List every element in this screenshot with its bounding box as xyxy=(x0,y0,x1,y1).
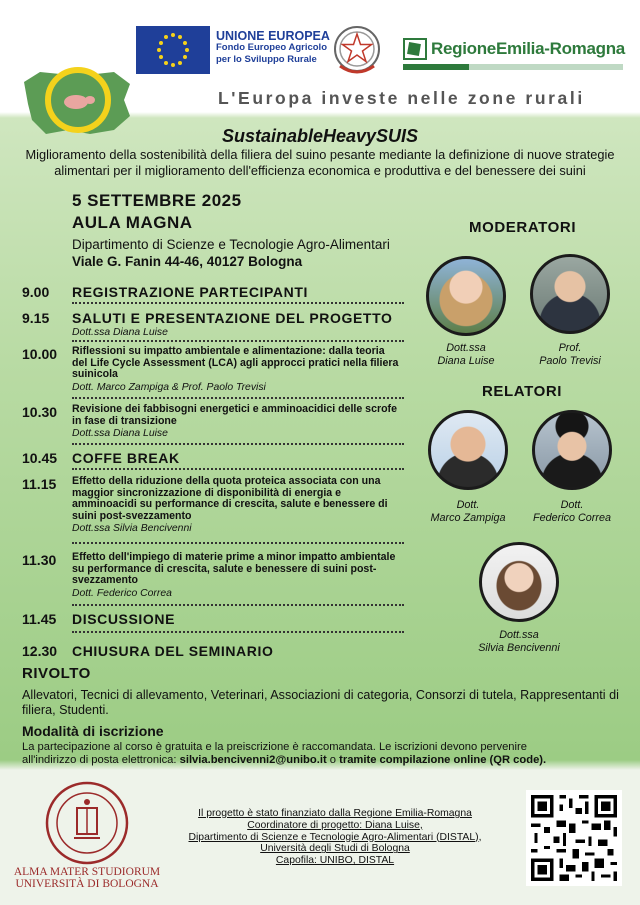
program-time: 11.15 xyxy=(22,476,57,492)
italian-emblem-icon xyxy=(330,22,384,80)
speaker-role: Dott. xyxy=(560,499,584,511)
unibo-name-line-1: ALMA MATER STUDIORUM xyxy=(13,866,161,878)
footer-line: Capofila: UNIBO, DISTAL xyxy=(275,855,395,867)
program-speaker: Dott.ssa Diana Luise xyxy=(72,327,168,338)
eu-title: UNIONE EUROPEA xyxy=(216,29,330,43)
program-speaker: Dott.ssa Silvia Bencivenni xyxy=(72,523,192,534)
program-time: 10.45 xyxy=(22,450,58,466)
event-venue: AULA MAGNA xyxy=(72,213,193,232)
speaker-photo-silvia-bencivenni xyxy=(479,542,559,622)
registration-connector: o xyxy=(326,754,340,766)
registration-text xyxy=(22,741,632,767)
registration-heading: Modalità di iscrizione xyxy=(22,723,164,739)
moderators-heading: MODERATORI xyxy=(469,219,577,236)
program-time: 11.30 xyxy=(22,552,57,568)
registration-line-1: La partecipazione al corso è gratuita e la preiscrizione è raccomandata. Le iscrizioni devono pervenire xyxy=(22,741,527,753)
project-title: SustainableHeavySUIS xyxy=(221,126,419,146)
qr-code-icon[interactable] xyxy=(526,790,622,886)
program-time: 10.30 xyxy=(22,404,58,420)
program-title: Riflessioni su impatto ambientale e alimentazione: dalla teoria del Life Cycle Assessment (LCA) agli approcci pratici nella filiera suinicola xyxy=(72,345,399,380)
registration-line-2 xyxy=(22,754,632,767)
program-title: SALUTI E PRESENTAZIONE DEL PROGETTO xyxy=(72,310,393,326)
audience-text: Allevatori, Tecnici di allevamento, Veterinari, Associazioni di categoria, Consorzi di tutela, Rappresentanti di filiera, Studenti. xyxy=(22,688,619,717)
moderator-photo-paolo-trevisi xyxy=(530,254,610,334)
program-title: COFFE BREAK xyxy=(72,450,180,466)
region-name: RegioneEmilia-Romagna xyxy=(431,39,625,58)
project-subtitle: Miglioramento della sostenibilità della filiera del suino pesante mediante la definizione di nuove strategie alimentari per il miglioramento dell'efficienza economica e produttiva e del benessere dei suini xyxy=(25,147,615,178)
event-department: Dipartimento di Scienze e Tecnologie Agro-Alimentari xyxy=(72,237,390,252)
tagline: L'Europa investe nelle zone rurali xyxy=(218,88,585,108)
program-time: 9.15 xyxy=(22,310,50,326)
speaker-caption xyxy=(413,499,523,525)
eu-flag-icon xyxy=(136,26,210,74)
unibo-seal-icon xyxy=(44,780,130,866)
speaker-caption xyxy=(464,629,574,655)
divider xyxy=(72,443,404,445)
region-logo-icon xyxy=(403,38,427,60)
event-date: 5 SETTEMBRE 2025 xyxy=(72,191,242,210)
registration-online: tramite compilazione online (QR code). xyxy=(339,754,547,766)
speaker-role: Dott. xyxy=(456,499,480,511)
speaker-photo-federico-correa xyxy=(532,410,612,490)
moderator-caption xyxy=(515,342,625,368)
program-time: 9.00 xyxy=(22,284,50,300)
speaker-caption xyxy=(517,499,627,525)
program-title: Effetto dell'impiego di materie prime a minor impatto ambientale su performance di crescita, salute e benessere di suini post-svezzamento xyxy=(72,551,396,586)
program-title: Effetto della riduzione della quota proteica associata con una maggior sincronizzazione di disponibilità di energia e amminoacidi su performance di crescita, salute e benessere di suini post-svezzamento xyxy=(72,475,388,522)
program-title: DISCUSSIONE xyxy=(72,611,176,627)
moderator-role: Prof. xyxy=(558,342,582,354)
divider xyxy=(72,631,404,633)
program-time: 12.30 xyxy=(22,643,58,659)
footer-line: Dipartimento di Scienze e Tecnologie Agro-Alimentari (DISTAL), xyxy=(188,831,482,843)
unibo-name-line-2: UNIVERSITÀ DI BOLOGNA xyxy=(15,878,159,890)
speaker-name: Silvia Bencivenni xyxy=(478,642,560,654)
divider xyxy=(72,542,404,544)
region-logo xyxy=(403,38,625,60)
speaker-name: Federico Correa xyxy=(532,512,611,524)
program-speaker: Dott. Marco Zampiga & Prof. Paolo Trevisi xyxy=(72,381,266,393)
audience-heading: RIVOLTO xyxy=(22,665,91,682)
divider xyxy=(72,397,404,399)
footer-credits xyxy=(150,808,520,867)
eu-subtitle-2: per lo Sviluppo Rurale xyxy=(216,54,317,65)
program-time: 10.00 xyxy=(22,346,58,362)
speaker-name: Marco Zampiga xyxy=(430,512,506,524)
program-speaker: Dott. Federico Correa xyxy=(72,587,172,599)
divider xyxy=(72,302,404,304)
footer-line: Coordinatore di progetto: Diana Luise, xyxy=(247,819,423,831)
event-address: Viale G. Fanin 44-46, 40127 Bologna xyxy=(72,254,303,269)
moderator-caption xyxy=(411,342,521,368)
eu-subtitle-1: Fondo Europeo Agricolo xyxy=(216,42,327,53)
divider xyxy=(72,340,404,342)
speakers-heading: RELATORI xyxy=(482,383,563,400)
unibo-name xyxy=(10,866,164,890)
moderator-name: Paolo Trevisi xyxy=(539,355,601,367)
registration-prefix: all'indirizzo di posta elettronica: xyxy=(22,754,180,766)
divider xyxy=(72,468,404,470)
divider xyxy=(72,604,404,606)
moderator-photo-diana-luise xyxy=(426,256,506,336)
program-time: 11.45 xyxy=(22,611,57,627)
program-title: CHIUSURA DEL SEMINARIO xyxy=(72,643,274,659)
speaker-photo-marco-zampiga xyxy=(428,410,508,490)
moderator-name: Diana Luise xyxy=(437,355,495,367)
footer-line: Università degli Studi di Bologna xyxy=(260,843,410,855)
eu-label xyxy=(216,30,330,66)
registration-email-link[interactable]: silvia.bencivenni2@unibo.it xyxy=(179,754,327,766)
footer-line: Il progetto è stato finanziato dalla Regione Emilia-Romagna xyxy=(198,808,472,819)
program-title: REGISTRAZIONE PARTECIPANTI xyxy=(72,284,308,300)
moderator-role: Dott.ssa xyxy=(446,342,486,354)
speaker-role: Dott.ssa xyxy=(499,629,539,641)
program-speaker: Dott.ssa Diana Luise xyxy=(72,428,168,439)
program-title: Revisione dei fabbisogni energetici e amminoacidici delle scrofe in fase di transizione xyxy=(72,403,397,427)
region-underline xyxy=(403,64,623,70)
